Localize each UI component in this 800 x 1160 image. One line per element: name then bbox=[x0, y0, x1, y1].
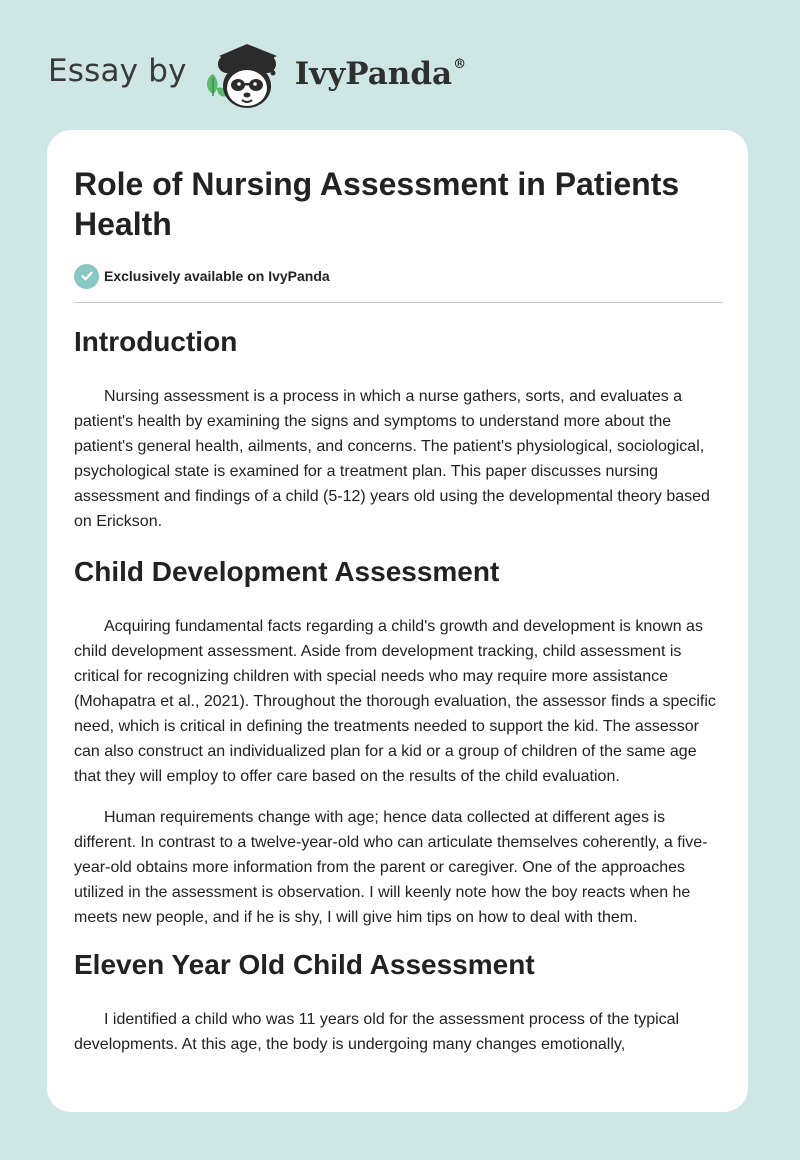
paragraph-introduction-1: Nursing assessment is a process in which a nurse gathers, sorts, and evaluates a patient's health by examining the signs and symptoms to understand more about the patient's general health, ailments, and concerns. The patient's physiological, sociological, psychological state is examined for a treatment plan. This paper discusses nursing assessment and findings of a child (5-12) years old using the developmental theory based on Erickson. bbox=[74, 388, 710, 530]
page-title: Role of Nursing Assessment in Patients Health bbox=[74, 166, 680, 242]
paragraph-eleven-year-old-1: I identified a child who was 11 years old for the assessment process of the typical developments. At this age, the body is undergoing many changes emotionally, bbox=[74, 1011, 680, 1053]
brand-name-text: IvyPanda bbox=[294, 56, 453, 92]
section-heading-introduction: Introduction bbox=[74, 326, 238, 357]
brand-name[interactable] bbox=[295, 56, 466, 92]
section-heading-eleven-year-old: Eleven Year Old Child Assessment bbox=[74, 949, 535, 980]
registered-mark: ® bbox=[453, 57, 467, 72]
site-header bbox=[48, 34, 466, 114]
exclusive-badge bbox=[74, 262, 722, 290]
panda-graduate-icon[interactable] bbox=[201, 34, 293, 114]
essay-by-label: Essay by bbox=[48, 53, 187, 89]
divider bbox=[74, 302, 722, 303]
exclusive-text: Exclusively available on IvyPanda bbox=[104, 268, 330, 284]
section-heading-child-development: Child Development Assessment bbox=[74, 556, 500, 587]
paragraph-child-development-2: Human requirements change with age; hence data collected at different ages is different. In contrast to a twelve-year-old who can articulate themselves coherently, a five-year-old obtains more information from the parent or caregiver. One of the approaches utilized in the assessment is observation. I will keenly note how the boy reacts when he meets new people, and if he is shy, I will give him tips on how to deal with them. bbox=[74, 809, 708, 926]
check-icon bbox=[74, 264, 99, 289]
paragraph-child-development-1: Acquiring fundamental facts regarding a child's growth and development is known as child development assessment. Aside from development tracking, child assessment is critical for recognizing children with special needs who may require more assistance (Mohapatra et al., 2021). Throughout the thorough evaluation, the assessor finds a specific need, which is critical in defining the treatments needed to support the kid. The assessor can also construct an individualized plan for a kid or a group of children of the same age that they will employ to offer care based on the results of the child evaluation. bbox=[74, 618, 716, 785]
essay-card bbox=[47, 130, 748, 1112]
essay-content bbox=[74, 164, 722, 1057]
